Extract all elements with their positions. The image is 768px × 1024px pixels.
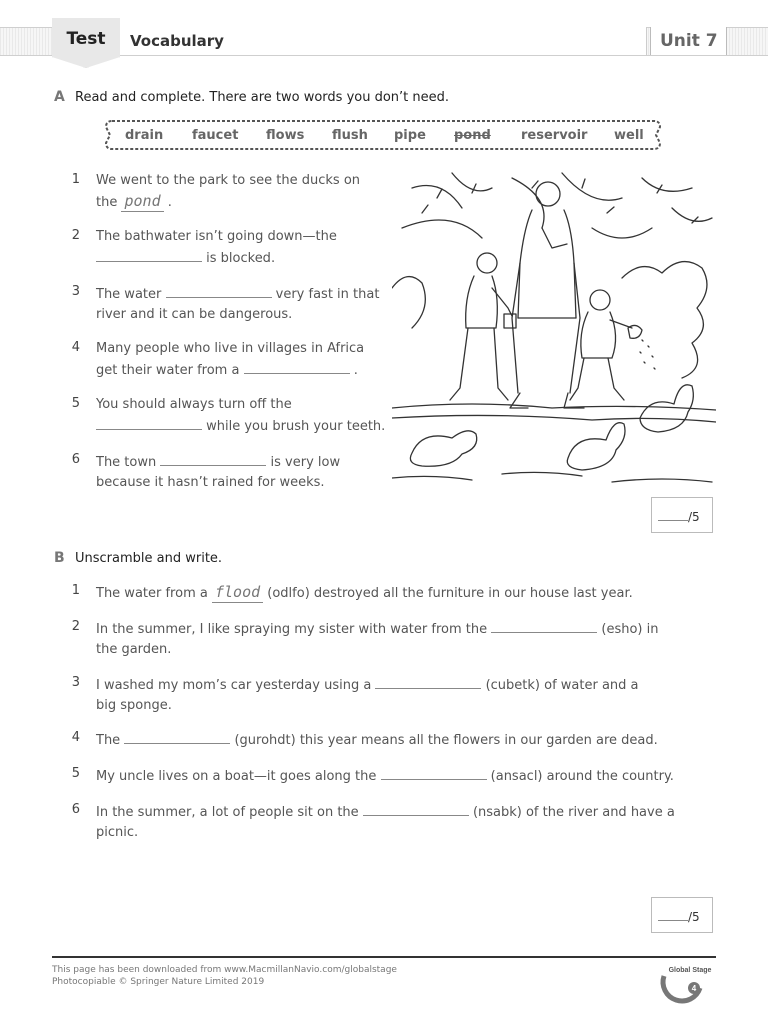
question-text: The town: [96, 455, 157, 470]
question-text: .: [167, 195, 172, 210]
question-text: In the summer, a lot of people sit on the: [96, 805, 359, 820]
question-a1: [96, 171, 386, 213]
score-blank[interactable]: [658, 508, 688, 521]
answer-blank[interactable]: [96, 247, 202, 262]
question-text: You should always turn off the: [96, 397, 292, 412]
question-text: big sponge.: [96, 698, 172, 713]
word-bank-item: drain: [125, 128, 164, 143]
question-text: (ansacl) around the country.: [490, 769, 674, 784]
question-a2: [96, 227, 386, 269]
score-a: [658, 508, 700, 524]
unit-label: Unit 7: [660, 31, 718, 51]
question-text: My uncle lives on a boat—it goes along the: [96, 769, 377, 784]
question-text: (nsabk) of the river and have a picnic.: [96, 805, 675, 840]
question-b5: [96, 765, 716, 787]
question-text: the: [96, 195, 118, 210]
section-a-instruction: Read and complete. There are two words you don’t need.: [75, 90, 450, 105]
logo-number: 4: [691, 984, 697, 993]
question-text: I washed my mom’s car yesterday using a: [96, 678, 372, 693]
question-text: is very low: [270, 455, 341, 470]
question-text: get their water from a: [96, 363, 240, 378]
word-bank-item: flows: [266, 128, 305, 143]
answer-blank[interactable]: [124, 729, 230, 744]
test-label: Test: [66, 29, 106, 49]
question-number: 2: [71, 619, 80, 634]
question-number: 1: [71, 172, 80, 187]
word-bank-item: faucet: [192, 128, 239, 143]
question-a3: [96, 283, 386, 325]
question-number: 6: [71, 802, 80, 817]
question-text: Many people who live in villages in Africa: [96, 341, 365, 356]
footer-copyright: Photocopiable © Springer Nature Limited 2019: [52, 977, 265, 987]
question-text: The water from a: [96, 586, 208, 601]
score-b: [658, 908, 700, 924]
section-b-instruction: Unscramble and write.: [75, 551, 223, 566]
question-number: 2: [71, 228, 80, 243]
question-text: (odlfo) destroyed all the furniture in our house last year.: [267, 586, 633, 601]
answer-blank[interactable]: [363, 801, 469, 816]
section-a-letter: A: [54, 89, 65, 105]
question-text: (gurohdt) this year means all the flowers in our garden are dead.: [234, 733, 658, 748]
question-b2: [96, 618, 716, 660]
word-bank-item: flush: [332, 128, 368, 143]
score-blank[interactable]: [658, 908, 688, 921]
question-text: .: [353, 363, 358, 378]
question-number: 3: [71, 675, 80, 690]
question-text: the garden.: [96, 642, 172, 657]
answer-blank[interactable]: [491, 618, 597, 633]
answer-blank[interactable]: [160, 451, 266, 466]
question-text: (cubetk) of water and a: [485, 678, 639, 693]
score-total: /5: [688, 510, 700, 524]
footer-rule: [52, 956, 716, 958]
answer-example: pond: [121, 191, 163, 212]
question-a5: [96, 395, 388, 437]
question-number: 3: [71, 284, 80, 299]
word-bank-item-crossed: pond: [454, 128, 491, 143]
logo-text: Global Stage: [668, 967, 712, 974]
question-text: is blocked.: [206, 251, 276, 266]
footer-source: This page has been downloaded from www.MacmillanNavio.com/globalstage: [52, 965, 397, 975]
question-number: 4: [71, 340, 80, 355]
question-text: In the summer, I like spraying my sister with water from the: [96, 622, 488, 637]
question-text: We went to the park to see the ducks on: [96, 173, 361, 188]
answer-example: flood: [212, 582, 263, 603]
question-number: 5: [71, 396, 80, 411]
question-text: very fast in that: [275, 287, 380, 302]
question-text: river and it can be dangerous.: [96, 307, 293, 322]
question-b4: [96, 729, 716, 751]
answer-blank[interactable]: [166, 283, 272, 298]
page-title: Vocabulary: [130, 32, 224, 50]
question-number: 4: [71, 730, 80, 745]
question-text: because it hasn’t rained for weeks.: [96, 475, 325, 490]
score-total: /5: [688, 910, 700, 924]
question-number: 6: [71, 452, 80, 467]
question-text: while you brush your teeth.: [206, 419, 386, 434]
question-text: The bathwater isn’t going down—the: [96, 229, 337, 244]
question-text: (esho) in: [601, 622, 659, 637]
illustration-park-ducks: [392, 168, 716, 492]
question-text: The water: [96, 287, 162, 302]
word-bank-item: reservoir: [521, 128, 588, 143]
answer-blank[interactable]: [381, 765, 487, 780]
question-a4: [96, 339, 386, 381]
question-number: 1: [71, 583, 80, 598]
global-stage-logo: [656, 962, 718, 1006]
answer-blank[interactable]: [244, 359, 350, 374]
question-number: 5: [71, 766, 80, 781]
word-bank-item: pipe: [394, 128, 426, 143]
question-b6: [96, 801, 716, 843]
section-b-letter: B: [54, 550, 65, 566]
question-text: The: [96, 733, 121, 748]
answer-blank[interactable]: [96, 415, 202, 430]
word-bank-item: well: [614, 128, 644, 143]
question-a6: [96, 451, 386, 493]
question-b1: [96, 582, 716, 604]
answer-blank[interactable]: [375, 674, 481, 689]
question-b3: [96, 674, 716, 716]
